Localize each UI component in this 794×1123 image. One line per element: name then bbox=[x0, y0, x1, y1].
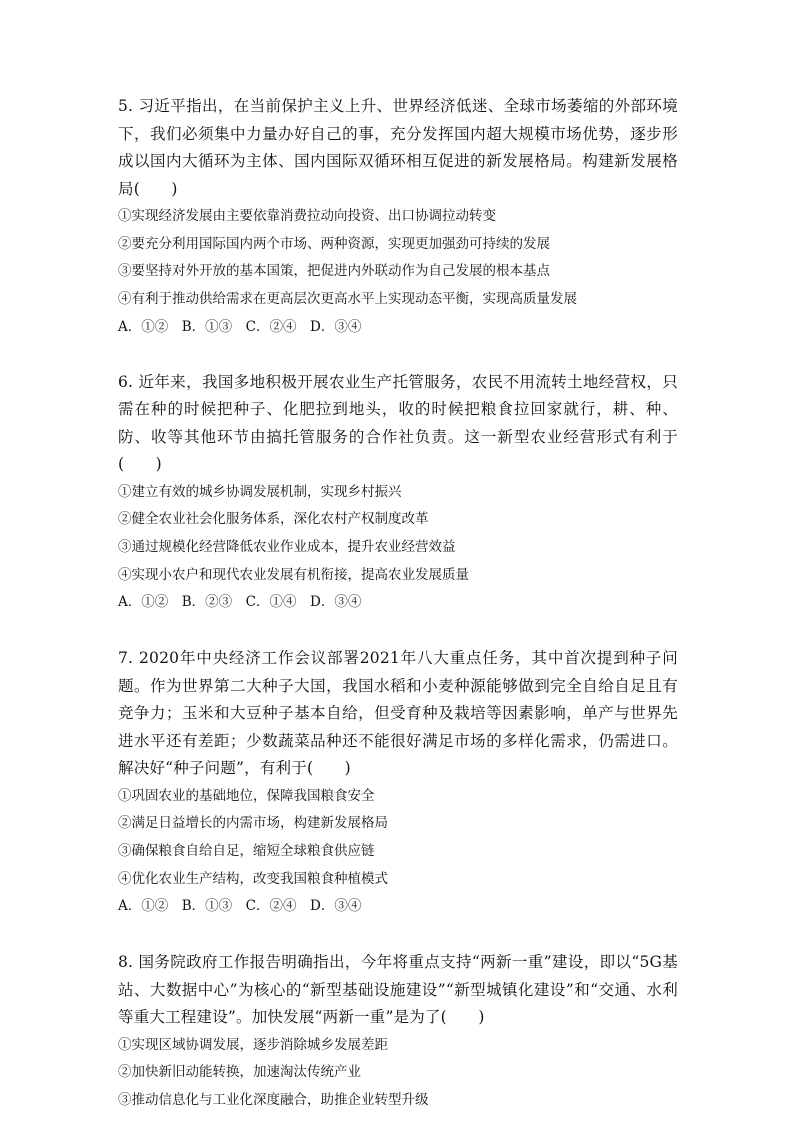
question-option: ②加快新旧动能转换，加速淘汰传统产业 bbox=[118, 1064, 361, 1081]
question-stem: 8. 国务院政府工作报告明确指出，今年将重点支持“两新一重”建设，即以“5G基站、大数据中心”为核心的“新型基础设施建设”“新型城镇化建设”和“交通、水利等重大工程建设”。加快发展“两新一重”是为了( ) bbox=[118, 953, 678, 1027]
question-spacer bbox=[118, 342, 678, 369]
question-option: ①巩固农业的基础地位，保障我国粮食安全 bbox=[118, 787, 375, 804]
question-option: ②要充分利用国际国内两个市场、两种资源，实现更加强劲可持续的发展 bbox=[118, 235, 550, 252]
question-option: ②健全农业社会化服务体系，深化农村产权制度改革 bbox=[118, 511, 429, 528]
question-option: ④有利于推动供给需求在更高层次更高水平上实现动态平衡，实现高质量发展 bbox=[118, 291, 577, 308]
exam-page bbox=[118, 93, 678, 1115]
question-option: ①实现区域协调发展，逐步消除城乡发展差距 bbox=[118, 1036, 388, 1053]
answer-choices: A．①② B．②③ C．①④ D．③④ bbox=[118, 594, 362, 611]
question-stem: 7. 2020年中央经济工作会议部署2021年八大重点任务，其中首次提到种子问题。作为世界第二大种子大国，我国水稻和小麦种源能够做到完全自给自足且有竞争力；玉米和大豆种子基本自给，但受育种及栽培等因素影响，单产与世界先进水平还有差距；少数蔬菜品种还不能很好满足市场的多样化需求，仍需进口。解决好“种子问题”，有利于( ) bbox=[118, 649, 678, 778]
answer-choices: A．①② B．①③ C．②④ D．③④ bbox=[118, 898, 362, 915]
question-8 bbox=[118, 949, 678, 1115]
question-option: ③推动信息化与工业化深度融合，助推企业转型升级 bbox=[118, 1091, 429, 1108]
question-option: ④实现小农户和现代农业发展有机衔接，提高农业发展质量 bbox=[118, 566, 469, 583]
question-option: ①建立有效的城乡协调发展机制，实现乡村振兴 bbox=[118, 483, 402, 500]
question-spacer bbox=[118, 921, 678, 949]
question-option: ④优化农业生产结构，改变我国粮食种植模式 bbox=[118, 870, 388, 887]
question-stem: 5. 习近平指出，在当前保护主义上升、世界经济低迷、全球市场萎缩的外部环境下，我们必须集中力量办好自己的事，充分发挥国内超大规模市场优势，逐步形成以国内大循环为主体、国内国际双循环相互促进的新发展格局。构建新发展格局( ) bbox=[118, 97, 678, 198]
question-7 bbox=[118, 645, 678, 921]
question-5 bbox=[118, 93, 678, 342]
question-spacer bbox=[118, 617, 678, 645]
question-option: ②满足日益增长的内需市场，构建新发展格局 bbox=[118, 815, 388, 832]
answer-choices: A．①② B．①③ C．②④ D．③④ bbox=[118, 318, 362, 335]
question-option: ③通过规模化经营降低农业作业成本，提升农业经营效益 bbox=[118, 538, 456, 555]
question-6 bbox=[118, 369, 678, 618]
question-option: ①实现经济发展由主要依靠消费拉动向投资、出口协调拉动转变 bbox=[118, 208, 496, 224]
question-option: ③确保粮食自给自足，缩短全球粮食供应链 bbox=[118, 842, 375, 859]
question-stem: 6. 近年来，我国多地积极开展农业生产托管服务，农民不用流转土地经营权，只需在种的时候把种子、化肥拉到地头，收的时候把粮食拉回家就行，耕、种、防、收等其他环节由搞托管服务的合作社负责。这一新型农业经营形式有利于( ) bbox=[118, 372, 678, 474]
question-option: ③要坚持对外开放的基本国策，把促进内外联动作为自己发展的根本基点 bbox=[118, 263, 550, 280]
